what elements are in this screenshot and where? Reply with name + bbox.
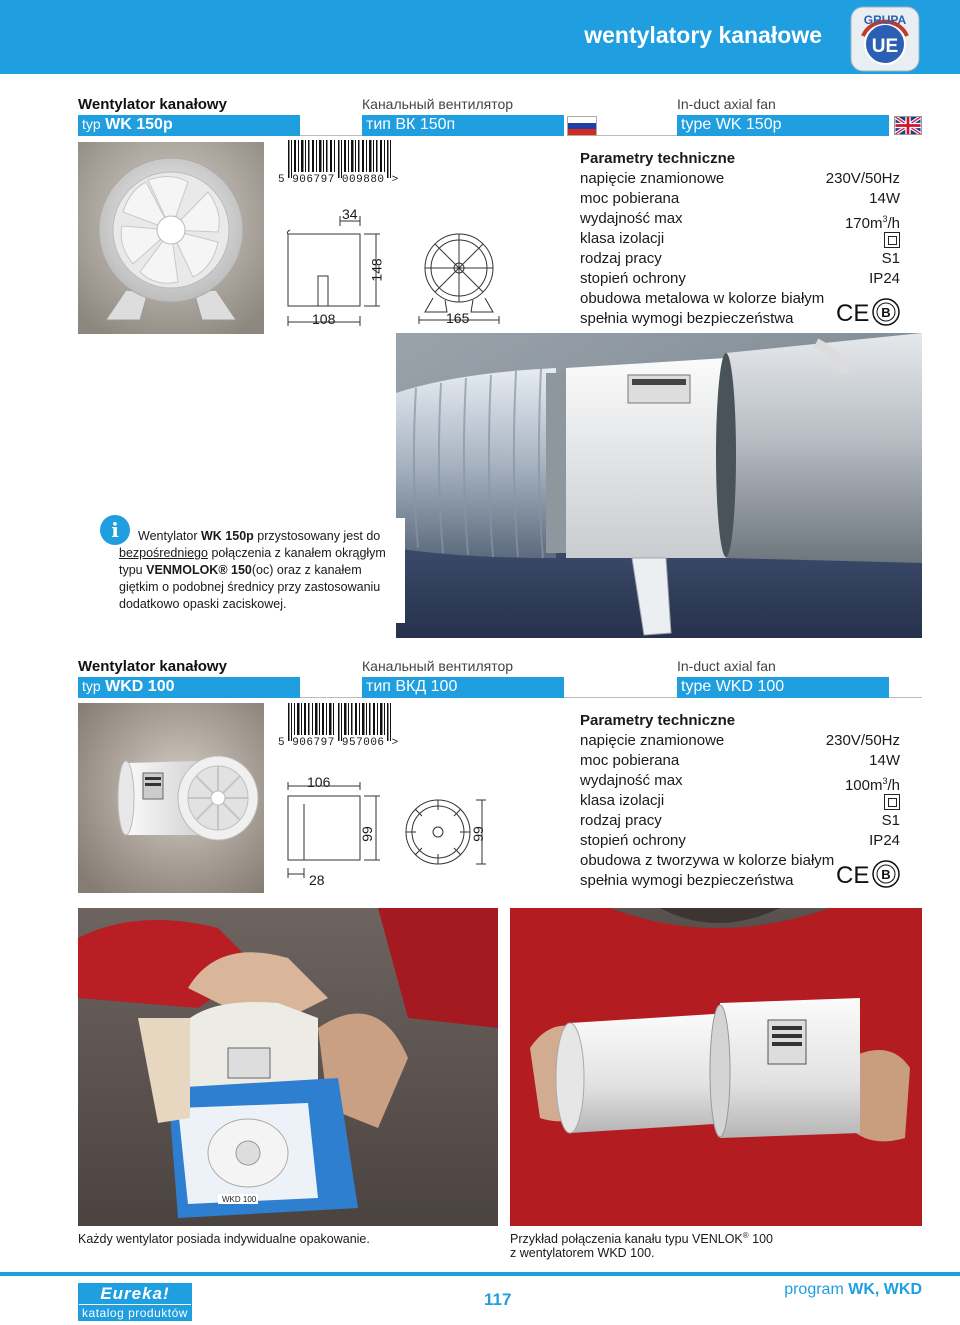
spec-row <box>580 169 900 189</box>
footer-rule <box>0 1272 960 1276</box>
product2-name-pl: Wentylator kanałowy <box>78 658 227 675</box>
caption-packaging: Każdy wentylator posiada indywidualne opakowanie. <box>78 1232 370 1246</box>
spec-row <box>580 731 900 751</box>
spec-label: spełnia wymogi bezpieczeństwa <box>580 310 794 327</box>
spec-label: stopień ochrony <box>580 832 686 849</box>
spec-value-sup: 3 <box>882 214 888 224</box>
program-label <box>784 1281 922 1299</box>
b-mark-icon: B <box>881 867 891 882</box>
spec-row <box>580 831 900 851</box>
caption-text: z wentylatorem WKD 100. <box>510 1246 655 1261</box>
grupa-logo-text: GRUPA <box>863 13 907 27</box>
spec-value-num: 100m <box>844 777 883 794</box>
spec-label: napięcie znamionowe <box>580 170 725 187</box>
box-label: WKD 100 <box>222 1195 257 1204</box>
spec-row <box>580 249 900 269</box>
divider <box>300 135 362 136</box>
product2-type-bar-ru <box>362 677 564 698</box>
info-text-part: połączenia z kanałem okrągłym <box>207 546 386 560</box>
info-text-line: dodatkowo opaski zaciskowej. <box>119 597 287 611</box>
product1-cert-marks <box>836 296 902 328</box>
info-text <box>119 528 404 613</box>
product1-barcode <box>286 140 400 178</box>
spec-label: obudowa metalowa w kolorze białym <box>580 290 825 307</box>
spec-value: 230V/50Hz <box>825 170 900 187</box>
product1-type-bar-pl <box>78 115 300 136</box>
product1-dim-front: 165 <box>446 310 470 326</box>
spec-value: IP24 <box>869 270 900 287</box>
divider <box>597 135 677 136</box>
product1-spec-title: Parametry techniczne <box>580 150 736 167</box>
packaging-photo <box>78 908 498 1226</box>
spec-row <box>580 209 900 232</box>
product1-name-ru: Канальный вентилятор <box>362 96 514 112</box>
info-text-part: (oc) oraz z kanałem <box>251 563 362 577</box>
type-prefix: typ <box>82 678 101 694</box>
spec-value: 230V/50Hz <box>825 732 900 749</box>
info-text-part: przystosowany jest do <box>253 529 381 543</box>
spec-label: stopień ochrony <box>580 270 686 287</box>
spec-value-unit: /h <box>887 777 900 794</box>
page-number: 117 <box>484 1290 512 1309</box>
product2-barcode <box>286 703 400 741</box>
info-text-bold: WK 150p <box>201 529 254 543</box>
spec-value: IP24 <box>869 832 900 849</box>
connection-photo <box>510 908 922 1226</box>
b-mark-icon: B <box>881 305 891 320</box>
ce-mark-icon: CE <box>836 300 870 327</box>
divider <box>889 697 922 698</box>
caption-reg: ® <box>742 1231 749 1240</box>
spec-row <box>580 269 900 289</box>
katalog-text: katalog produktów <box>79 1304 191 1320</box>
spec-value-num: 170m <box>844 215 883 232</box>
spec-label: wydajność max <box>580 210 683 227</box>
product2-dim-height: 99 <box>358 826 375 842</box>
type-ru: тип ВК 150п <box>366 116 456 133</box>
spec-value: 14W <box>869 752 900 769</box>
product2-type-bar-pl <box>78 677 300 698</box>
spec-value: S1 <box>881 812 900 829</box>
product2-dim-front: 99 <box>469 826 486 842</box>
divider <box>564 697 677 698</box>
spec-label: napięcie znamionowe <box>580 732 725 749</box>
spec-label: moc pobierana <box>580 752 680 769</box>
spec-value-sup: 3 <box>882 776 888 786</box>
product1-dim-bottom: 108 <box>312 311 336 327</box>
spec-label: moc pobierana <box>580 190 680 207</box>
eureka-logo-text: Eureka! <box>79 1284 191 1304</box>
spec-row <box>580 791 900 811</box>
caption-text: Przykład połączenia kanału typu VENLOK <box>510 1232 743 1247</box>
ce-mark-icon: CE <box>836 862 870 889</box>
product2-photo <box>78 703 264 893</box>
product1-photo <box>78 142 264 334</box>
product2-spec-title: Parametry techniczne <box>580 712 736 729</box>
product1-dim-top: 34 <box>342 206 358 222</box>
spec-value-unit: /h <box>887 215 900 232</box>
spec-label: spełnia wymogi bezpieczeństwa <box>580 872 794 889</box>
spec-row <box>580 189 900 209</box>
product1-installation-photo <box>396 333 922 638</box>
info-icon: i <box>100 515 130 545</box>
page-title: wentylatory kanałowe <box>584 22 822 48</box>
product1-barcode-number: 5 906797 009880 > <box>278 174 399 186</box>
spec-value: S1 <box>881 250 900 267</box>
ue-logo-text: UE <box>871 36 899 57</box>
spec-label: rodzaj pracy <box>580 812 662 829</box>
spec-row <box>580 751 900 771</box>
caption-text: 100 <box>748 1232 774 1247</box>
product2-type-bar-en <box>677 677 889 698</box>
product1-type-bar-en <box>677 115 889 136</box>
program-name: WK, WKD <box>848 1281 922 1298</box>
spec-row <box>580 811 900 831</box>
info-text-part: Wentylator <box>138 529 201 543</box>
class-ii-icon <box>884 229 900 251</box>
spec-row <box>580 771 900 794</box>
type-en: type WK 150p <box>681 116 782 133</box>
info-text-line: giętkim o podobnej średnicy przy zastosowaniu <box>119 580 381 594</box>
caption-connection <box>510 1231 773 1260</box>
program-prefix: program <box>784 1281 849 1298</box>
type-name: WK 150p <box>105 116 173 133</box>
spec-label: obudowa z tworzywa w kolorze białym <box>580 852 835 869</box>
spec-value: 14W <box>869 190 900 207</box>
info-text-bold: VENMOLOK® 150 <box>146 563 252 577</box>
product1-type-bar-ru <box>362 115 564 136</box>
product1-name-pl: Wentylator kanałowy <box>78 96 227 113</box>
type-prefix: typ <box>82 116 101 132</box>
uk-flag-icon <box>894 116 922 135</box>
russia-flag-icon <box>567 116 597 136</box>
info-text-part: typu <box>119 563 147 577</box>
type-ru: тип ВКД 100 <box>366 678 458 695</box>
spec-label: rodzaj pracy <box>580 250 662 267</box>
product2-name-en: In-duct axial fan <box>677 658 776 674</box>
product2-dim-top: 106 <box>307 774 331 790</box>
info-text-part: bezpośredniego <box>119 546 208 560</box>
eureka-logo <box>78 1283 192 1321</box>
spec-label: wydajność max <box>580 772 683 789</box>
product2-dim-bottom: 28 <box>309 872 325 888</box>
product1-dim-height: 148 <box>368 258 385 282</box>
spec-label: klasa izolacji <box>580 230 665 247</box>
spec-label: klasa izolacji <box>580 792 665 809</box>
divider <box>300 697 362 698</box>
product2-name-ru: Канальный вентилятор <box>362 658 514 674</box>
product2-cert-marks <box>836 858 902 890</box>
product2-barcode-number: 5 906797 957006 > <box>278 737 399 749</box>
product1-name-en: In-duct axial fan <box>677 96 776 112</box>
spec-row <box>580 229 900 249</box>
type-en: type WKD 100 <box>681 678 785 695</box>
grupa-ue-logo <box>850 6 920 72</box>
class-ii-icon <box>884 791 900 813</box>
type-name: WKD 100 <box>105 678 175 695</box>
